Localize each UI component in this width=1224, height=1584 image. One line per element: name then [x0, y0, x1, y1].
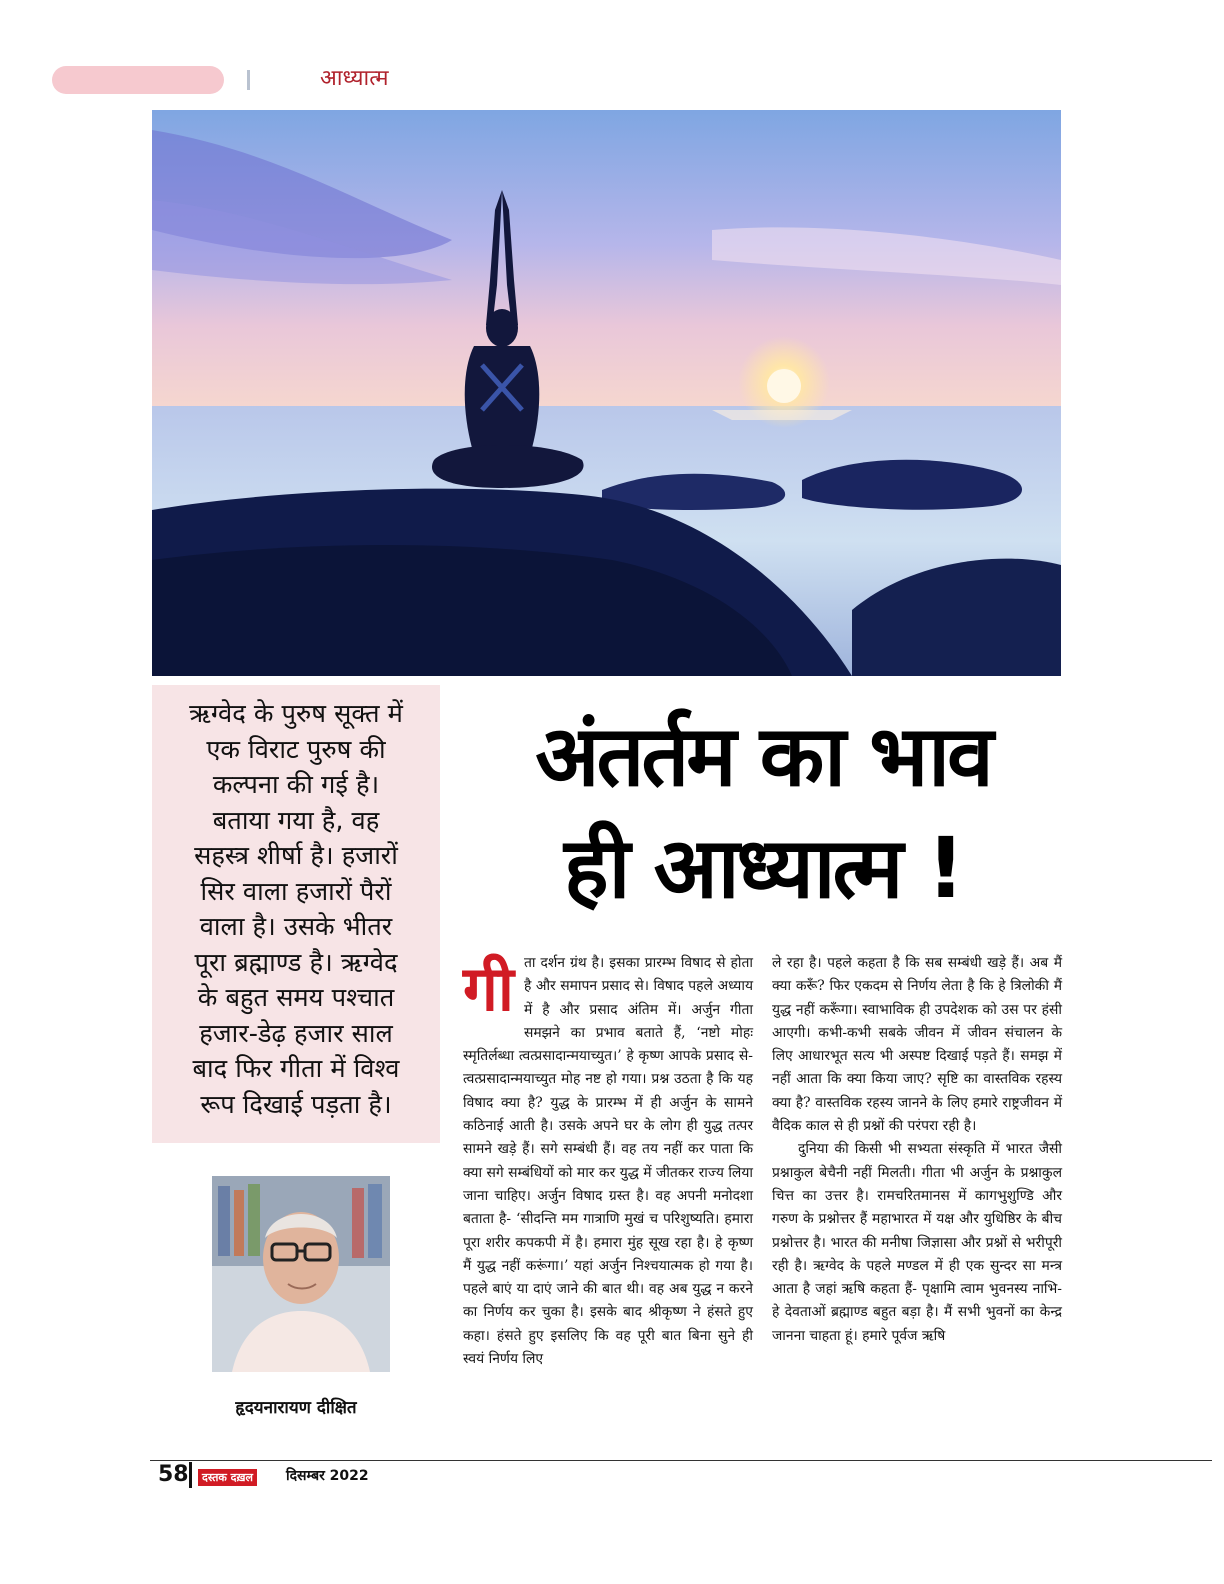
- headline-line-1: अंतर्तम का भाव: [535, 707, 991, 805]
- pull-quote-line: एक विराट पुरुष की: [206, 734, 386, 765]
- section-divider: [247, 70, 250, 90]
- article-headline: [466, 700, 1060, 924]
- pull-quote-line: कल्पना की गई है।: [212, 770, 380, 800]
- article-paragraph: दुनिया की किसी भी सभ्यता संस्कृति में भारत जैसी प्रश्नाकुल बेचैनी नहीं मिलती। गीता भी अर्जुन के प्रश्नाकुल चित्त का उत्तर है। रामचरितमानस में कागभुशुण्डि और गरुण के प्रश्नोत्तर हैं महाभारत में यक्ष और युधिष्ठिर के बीच प्रश्नोत्तर है। भारत की मनीषा जिज्ञासा और प्रश्नों से भरीपूरी रही है। ऋग्वेद के पहले मण्डल में ही एक सुन्दर सा मन्त्र आता है जहां ऋषि कहता हैं- पृक्षामि त्वाम भुवनस्य नाभि- हे देवताओं ब्रह्माण्ड बहुत बड़ा है। मैं सभी भुवनों का केन्द्र जानना चाहता हूं। हमारे पूर्वज ऋषि: [772, 1141, 1062, 1344]
- headline-line-2: ही आध्यात्म !: [564, 819, 962, 917]
- pull-quote-line: ऋग्वेद के पुरुष सूक्त में: [189, 699, 403, 729]
- pull-quote: [152, 685, 440, 1143]
- article-paragraph: ता दर्शन ग्रंथ है। इसका प्रारम्भ विषाद से होता है और समापन प्रसाद से। विषाद पहले अध्याय में है और प्रसाद अंतिम में। अर्जुन गीता समझने का प्रभाव बताते हैं, ‘नष्टो मोहः स्मृतिर्लब्धा त्वत्प्रसादान्मयाच्युत।’ हे कृष्ण आपके प्रसाद से-त्वत्प्रसादान्मयाच्युत मोह नष्ट हो गया। प्रश्न उठता है कि यह विषाद क्या है? युद्ध के प्रारम्भ में ही अर्जुन के सामने कठिनाई आती है। उसके अपने घर के लोग ही युद्ध तत्पर सामने खड़े हैं। सगे सम्बंधी हैं। वह तय नहीं कर पाता कि क्या सगे सम्बंधियों को मार कर युद्ध में जीतकर राज्य लिया जाना चाहिए। अर्जुन विषाद ग्रस्त है। वह अपनी मनोदशा बताता है- ‘सीदन्ति मम गात्राणि मुखं च परिशुष्यति। हमारा पूरा शरीर कपकपी में है। हमारा मुंह सूख रहा है। हे कृष्ण मैं युद्ध नहीं करूंगा।’ यहां अर्जुन निश्चयात्मक हो गया है। पहले बाएं या दाएं जाने की बात थी। वह अब युद्ध न करने का निर्णय कर चुका है। इसके बाद श्रीकृष्ण ने हंसते हुए कहा। हंसते हुए इसलिए कि वह पूरी बात बिना सुने ही स्वयं निर्णय लिए: [463, 955, 753, 1368]
- footer-rule: [150, 1460, 1212, 1461]
- magazine-logo: दस्तक दख़ल: [198, 1469, 257, 1486]
- issue-date: दिसम्बर 2022: [286, 1468, 369, 1484]
- pull-quote-line: रूप दिखाई पड़ता है।: [200, 1089, 392, 1120]
- section-label: आध्यात्म: [320, 66, 389, 91]
- pull-quote-line: वाला है। उसके भीतर: [199, 912, 393, 942]
- footer-divider: [189, 1462, 192, 1488]
- author-name: हृदयनारायण दीक्षित: [235, 1398, 357, 1418]
- pull-quote-line: सिर वाला हजारों पैरों: [200, 876, 392, 907]
- section-pill: [52, 66, 224, 94]
- pull-quote-line: हजार-डेढ़ हजार साल: [199, 1018, 393, 1049]
- article-column-2: [772, 952, 1062, 1348]
- pull-quote-line: के बहुत समय पश्चात: [197, 983, 395, 1013]
- pull-quote-line: सहस्त्र शीर्षा है। हजारों: [194, 841, 398, 871]
- article-column-1: [463, 952, 753, 1371]
- author-photo: [212, 1176, 390, 1372]
- page-number: 58: [158, 1462, 189, 1487]
- article-paragraph: ले रहा है। पहले कहता है कि सब सम्बंधी खड़े हैं। अब मैं क्या करूँ? फिर एकदम से निर्णय लेता है कि हे त्रिलोकी मैं युद्ध नहीं करूँगा। स्वाभाविक ही उपदेशक को उस पर हंसी आएगी। कभी-कभी सबके जीवन में जीवन संचालन के लिए आधारभूत सत्य भी अस्पष्ट दिखाई पड़ते हैं। समझ में नहीं आता कि क्या किया जाए? सृष्टि का वास्तविक रहस्य क्या है? वास्तविक रहस्य जानने के लिए हमारे राष्ट्रजीवन में वैदिक काल से ही प्रश्नों की परंपरा रही है।: [772, 955, 1062, 1135]
- pull-quote-line: बताया गया है, वह: [212, 805, 380, 836]
- pull-quote-line: पूरा ब्रह्माण्ड है। ऋग्वेद: [194, 947, 398, 978]
- hero-yoga-photo: [152, 110, 1061, 676]
- drop-cap: गी: [463, 952, 514, 1025]
- pull-quote-line: बाद फिर गीता में विश्व: [192, 1054, 400, 1084]
